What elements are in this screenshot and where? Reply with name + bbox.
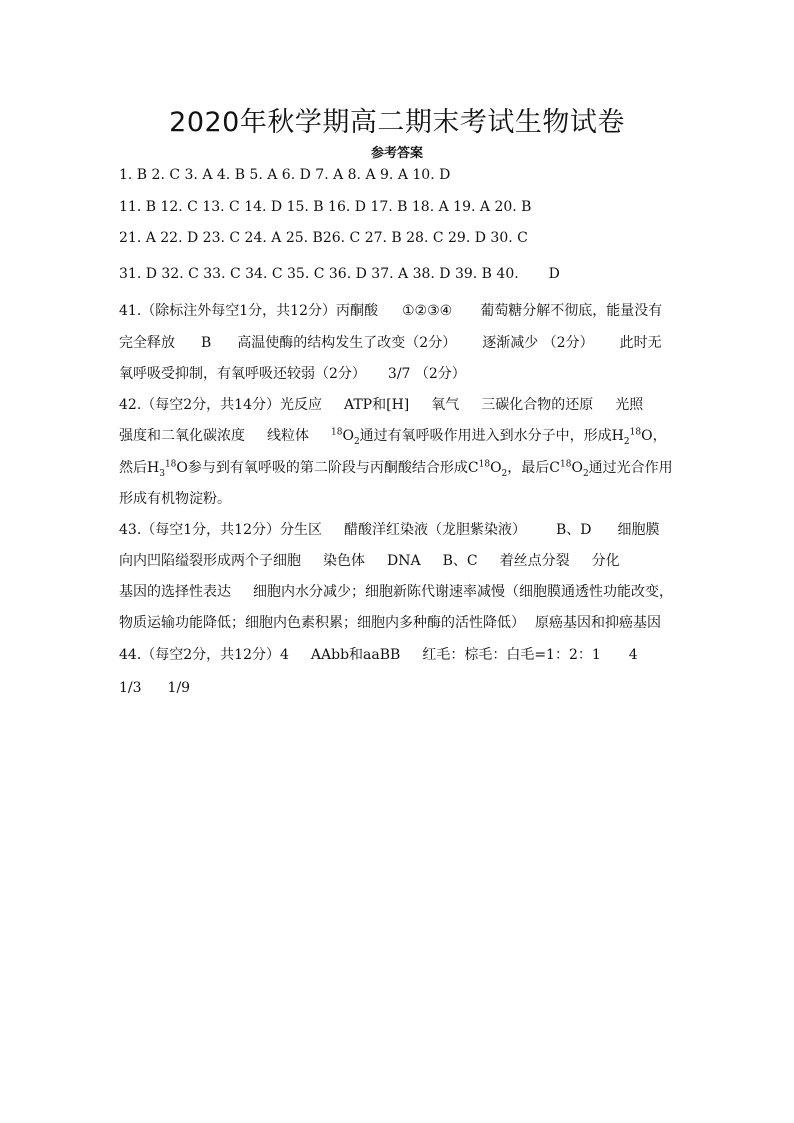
q42-head: 42.（每空2分，共14分）光反应 — [119, 397, 322, 413]
page-title: 2020年秋学期高二期末考试生物试卷 — [169, 107, 625, 138]
q42-text-f: ，最后 — [507, 460, 550, 476]
element-o: O — [342, 428, 354, 444]
q44-answer-4: 4 — [628, 647, 638, 663]
q41-line-1 — [119, 302, 662, 320]
q41-answer-3: 葡萄糖分解不彻底，能量没有 — [480, 303, 663, 319]
q42-text-c: 通过有氧呼吸作用进入到水分子中，形成 — [359, 428, 612, 444]
subscript-2: 2 — [353, 436, 360, 447]
q43-text-c: DNA — [387, 553, 421, 569]
q41-head: 41.（除标注外每空1分，共12分）丙酮酸 — [119, 303, 378, 319]
q42-line-2: 强度和二氧化碳浓度 线粒体 $^{18}O_2$通过有氧呼吸作用进入到水分子中，形成$H_2^{18}O$， — [119, 427, 667, 447]
q42-answer-2: ATP和[H] — [344, 397, 410, 413]
q42-line-3 — [119, 459, 673, 477]
element-c: C — [467, 460, 479, 476]
answers-row-2: 11. B 12. C 13. C 14. D 15. B 16. D 17. B 18. A 19. A 20. B — [119, 199, 532, 215]
q44-answer-3: 红毛：棕毛：白毛=1：2：1 — [422, 647, 601, 663]
subscript-2: 2 — [501, 468, 508, 479]
answers-row-3: 21. A 22. D 23. C 24. A 25. B26. C 27. B 28. C 29. D 30. C — [119, 230, 528, 246]
q43-text-b: 染色体 — [323, 553, 365, 569]
element-h: H — [147, 460, 160, 476]
q41-text-a: 完全释放 — [119, 335, 175, 351]
q43-text-f: 分化 — [591, 553, 620, 569]
q42-answer-4: 三碳化合物的还原 — [481, 397, 594, 413]
q43-text-e: 着丝点分裂 — [499, 553, 570, 569]
q43-text-g: 基因的选择性表达 — [119, 584, 231, 600]
q41-text-c: 高温使酶的结构发生了改变（2分） — [237, 335, 457, 351]
q42-text-a: 强度和二氧化碳浓度 — [119, 428, 245, 444]
q43-text-i: 物质运输功能降低；细胞内色素积累；细胞内多种酶的活性降低） — [119, 615, 525, 631]
q43-answer-4: 细胞膜 — [617, 522, 660, 538]
q41-text-e: 此时无 — [619, 335, 662, 351]
element-o: O — [641, 428, 653, 444]
q41-text-b: B — [201, 335, 212, 351]
q43-text-h: 细胞内水分减少；细胞新陈代谢速率减慢（细胞膜通透性功能改变， — [253, 584, 673, 600]
element-o: O — [490, 460, 502, 476]
q43-text-j: 原癌基因和抑癌基因 — [535, 615, 661, 631]
q44-line-2 — [119, 679, 190, 697]
q43-line-4 — [119, 614, 661, 632]
q43-line-1 — [119, 521, 660, 539]
subscript-2: 2 — [582, 468, 589, 479]
q42-answer-5: 光照 — [615, 397, 644, 413]
q41-text-f: 氧呼吸受抑制，有氧呼吸还较弱（2分） — [119, 366, 366, 382]
answers-row-4 — [119, 265, 560, 283]
q43-text-d: B、C — [442, 553, 478, 569]
element-o: O — [176, 460, 188, 476]
q41-answer-2: ①②③④ — [402, 303, 453, 319]
answer-40: D — [548, 266, 560, 282]
isotope-mark: 18 — [331, 427, 343, 438]
element-o: O — [571, 460, 583, 476]
answers-row-1: 1. B 2. C 3. A 4. B 5. A 6. D 7. A 8. A 9. A 10. D — [119, 167, 451, 183]
q43-answer-3: B、D — [556, 522, 592, 538]
q42-text-g: 通过光合作用 — [588, 460, 673, 476]
q43-line-3 — [119, 583, 673, 601]
q43-answer-2: 醋酸洋红染液（龙胆紫染液） — [344, 522, 526, 538]
element-c: C — [549, 460, 560, 476]
isotope-mark: 18 — [478, 459, 491, 470]
q44-line-1 — [119, 646, 638, 664]
q44-answer-5: 1/3 — [119, 680, 142, 696]
isotope-mark: 18 — [560, 459, 572, 470]
q43-head: 43.（每空1分，共12分）分生区 — [119, 522, 322, 538]
element-h: H — [611, 428, 624, 444]
q42-line-4: 形成有机物淀粉。 — [119, 491, 231, 507]
isotope-mark: 18 — [164, 459, 177, 470]
subscript-3: 3 — [159, 468, 165, 479]
q43-line-2 — [119, 552, 620, 570]
page-subtitle: 参考答案 — [370, 146, 423, 161]
q42-line-1 — [119, 396, 643, 414]
q41-text-d: 逐渐减少 （2分） — [482, 335, 594, 351]
q42-text-b: 线粒体 — [267, 428, 309, 444]
q44-answer-2: AAbb和aaBB — [310, 647, 401, 663]
q43-text-a: 向内凹陷缢裂形成两个子细胞 — [119, 553, 301, 569]
subscript-2: 2 — [623, 436, 630, 447]
q42-text-e: 参与到有氧呼吸的第二阶段与丙酮酸结合形成 — [187, 460, 468, 476]
q42-answer-3: 氧气 — [431, 397, 460, 413]
q41-line-3 — [119, 365, 466, 383]
isotope-mark: 18 — [629, 427, 642, 438]
q42-text-d: 然后 — [119, 460, 147, 476]
q44-answer-6: 1/9 — [167, 680, 191, 696]
q41-line-2 — [119, 334, 662, 352]
answers-row-4-main: 31. D 32. C 33. C 34. C 35. C 36. D 37. A 38. D 39. B 40. — [119, 266, 519, 282]
q44-head: 44.（每空2分，共12分）4 — [119, 647, 289, 663]
q41-text-g: 3/7 （2分） — [387, 366, 466, 382]
